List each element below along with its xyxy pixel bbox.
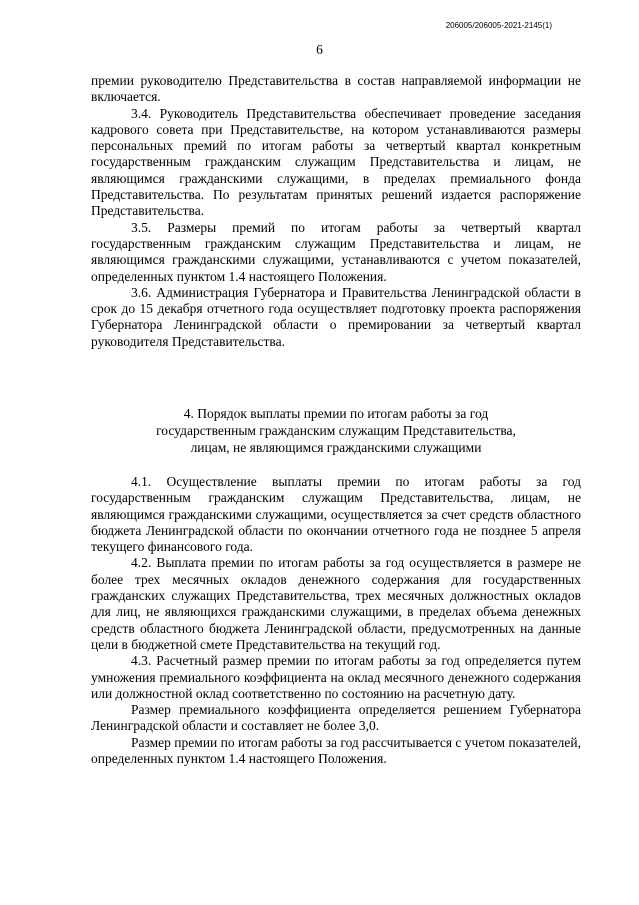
paragraph-4-3: 4.3. Расчетный размер премии по итогам работы за год определяется путем умножения премиального коэффициента на оклад месячного денежного содержания или должностной оклад соответственно по состоянию на расчетную дату.	[91, 653, 581, 701]
paragraph-4-2: 4.2. Выплата премии по итогам работы за год осуществляется в размере не более трех месячных окладов денежного содержания для государственных гражданских служащих Представительства, трех месячных должностных окладов для лиц, не являющихся гражданскими служащими, в пределах объема денежных средств областного бюджета Ленинградской области, предусмотренных на данные цели в бюджетной смете Представительства на текущий год.	[91, 555, 581, 652]
page-number: 6	[316, 42, 323, 57]
paragraph-coefficient: Размер премиального коэффициента определяется решением Губернатора Ленинградской области и составляет не более 3,0.	[91, 702, 581, 734]
paragraph-3-4: 3.4. Руководитель Представительства обеспечивает проведение заседания кадрового совета при Представительстве, на котором устанавливаются размеры персональных премий по итогам работы за четвертый квартал конкретным государственным гражданским служащим Представительства и лицам, не являющимся гражданскими служащими, в пределах премиального фонда Представительства. По результатам принятых решений издается распоряжение Представительства.	[91, 105, 581, 219]
paragraph-continuation: премии руководителю Представительства в состав направляемой информации не включается.	[91, 73, 581, 105]
paragraph-4-1: 4.1. Осуществление выплаты премии по итогам работы за год государственным гражданским служащим Представительства, лицам, не являющимся гражданскими служащими, осуществляется за счет средств областного бюджета Ленинградской области по окончании отчетного года не позднее 5 апреля текущего финансового года.	[91, 474, 581, 555]
heading-line-3: лицам, не являющимся гражданскими служащими	[190, 440, 482, 455]
document-id: 206005/206005-2021-2145(1)	[445, 21, 552, 30]
paragraph-3-5: 3.5. Размеры премий по итогам работы за четвертый квартал государственным гражданским служащим Представительства и лицам, не являющимся гражданскими служащими, устанавливаются с учетом показателей, определенных пунктом 1.4 настоящего Положения.	[91, 219, 581, 284]
heading-line-2: государственным гражданским служащим Представительства,	[156, 423, 516, 438]
section-4-text	[91, 474, 581, 767]
paragraph-premium-size: Размер премии по итогам работы за год рассчитывается с учетом показателей, определенных пунктом 1.4 настоящего Положения.	[91, 734, 581, 767]
section-3-text	[91, 73, 581, 350]
section-4-heading	[91, 405, 581, 456]
paragraph-3-6: 3.6. Администрация Губернатора и Правительства Ленинградской области в срок до 15 декабря отчетного года осуществляет подготовку проекта распоряжения Губернатора Ленинградской области о премировании за четвертый квартал руководителя Представительства.	[91, 284, 581, 349]
heading-line-1: 4. Порядок выплаты премии по итогам работы за год	[183, 406, 489, 421]
